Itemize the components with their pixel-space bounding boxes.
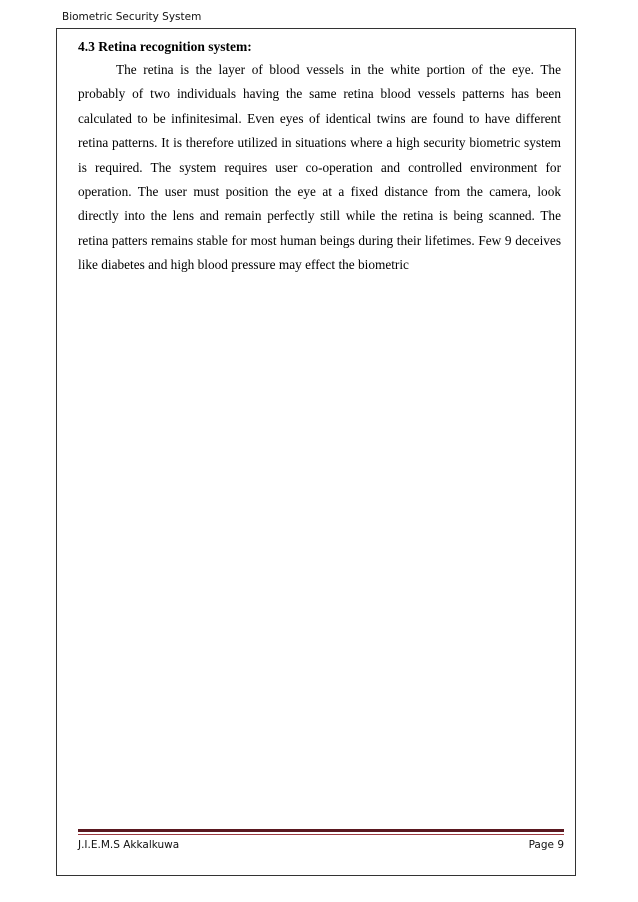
running-header: Biometric Security System <box>62 11 202 23</box>
footer-rule-thin <box>78 834 564 835</box>
footer-institution: J.I.E.M.S Akkalkuwa <box>78 839 180 851</box>
body-paragraph: The retina is the layer of blood vessels in the white portion of the eye. The probably of two individuals having the same retina blood vessels patterns has been calculated to be infinitesimal. Even eyes of identical twins are found to have different retina patterns. It is therefore utilized in situations where a high security biometric system is required. The system requires user co-operation and controlled environment for operation. The user must position the eye at a fixed distance from the camera, look directly into the lens and remain perfectly still while the retina is being scanned. The retina patters remains stable for most human beings during their lifetimes. Few 9 deceives like diabetes and high blood pressure may effect the biometric <box>78 62 561 273</box>
section-heading: 4.3 Retina recognition system: <box>78 39 252 54</box>
footer-rule-thick <box>78 829 564 832</box>
page-content <box>78 38 561 278</box>
footer-page-number: Page 9 <box>528 839 564 851</box>
footer-rule <box>78 829 564 835</box>
